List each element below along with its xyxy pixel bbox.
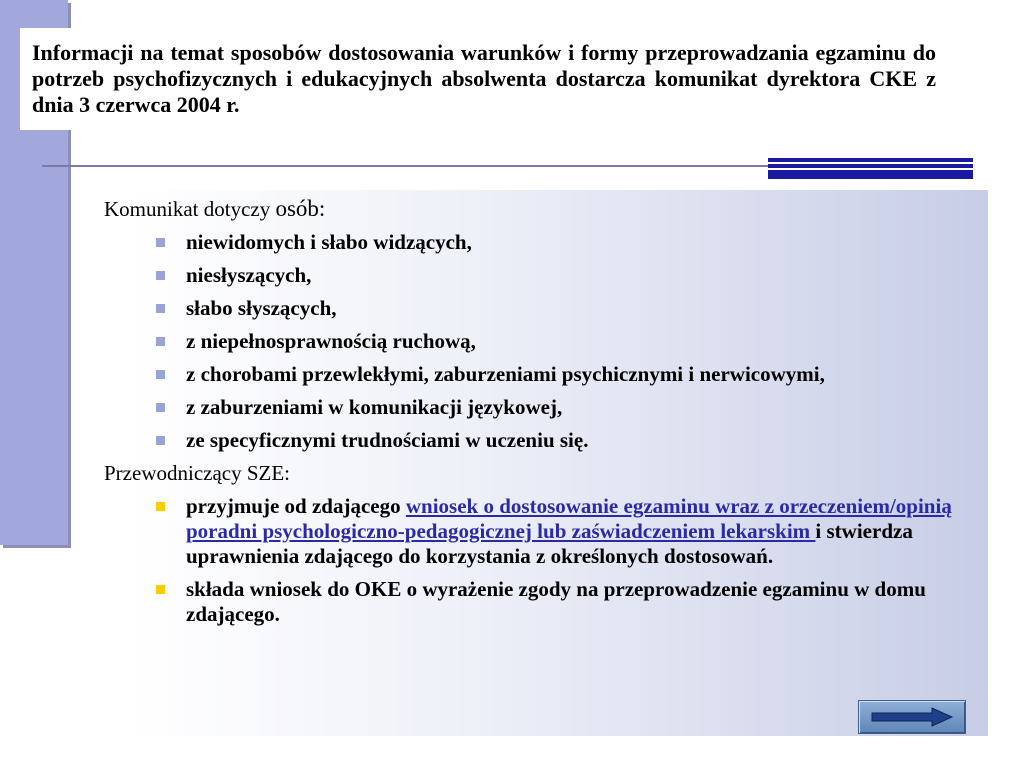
section1-heading: Komunikat dotyczy osób:: [104, 196, 326, 221]
list-item: z niepełnosprawnością ruchową,: [104, 329, 968, 354]
section2-heading: Przewodniczący SZE:: [104, 461, 291, 485]
arrow-right-icon: [870, 707, 954, 727]
list-item: z zaburzeniami w komunikacji językowej,: [104, 395, 968, 420]
section2-list: [104, 494, 968, 627]
square-bullet-icon: [156, 370, 165, 379]
content-body: [104, 196, 968, 627]
square-bullet-icon: [156, 271, 165, 280]
list-item: niewidomych i słabo widzących,: [104, 230, 968, 255]
application-link[interactable]: wniosek o dostosowanie egzaminu wraz z orzeczeniem/opinią poradni psychologiczno-pedagogicznej lub zaświadczeniem lekarskim: [186, 494, 952, 543]
title-divider-line: [42, 165, 768, 167]
square-bullet-icon: [156, 238, 165, 247]
square-bullet-icon: [156, 502, 165, 511]
list-item: ze specyficznymi trudnościami w uczeniu się.: [104, 428, 968, 453]
section1-list: [104, 230, 968, 453]
list-item: przyjmuje od zdającego wniosek o dostosowanie egzaminu wraz z orzeczeniem/opinią poradni psychologiczno-pedagogicznej lub zaświadczeniem lekarskim i stwierdza uprawnienia zdającego do korzystania z określonych dostosowań.: [104, 494, 968, 569]
next-slide-button[interactable]: [858, 700, 966, 734]
square-bullet-icon: [156, 304, 165, 313]
slide-title: Informacji na temat sposobów dostosowania warunków i formy przeprowadzania egzaminu do potrzeb psychofizycznych i edukacyjnych absolwenta dostarcza komunikat dyrektora CKE z dnia 3 czerwca 2004 r.: [32, 40, 936, 117]
square-bullet-icon: [156, 436, 165, 445]
square-bullet-icon: [156, 337, 165, 346]
list-item: składa wniosek do OKE o wyrażenie zgody na przeprowadzenie egzaminu w domu zdającego.: [104, 577, 968, 627]
list-item: słabo słyszących,: [104, 296, 968, 321]
title-divider-block: [768, 158, 973, 179]
square-bullet-icon: [156, 585, 165, 594]
list-item: niesłyszących,: [104, 263, 968, 288]
list-item: z chorobami przewlekłymi, zaburzeniami psychicznymi i nerwicowymi,: [104, 362, 968, 387]
square-bullet-icon: [156, 403, 165, 412]
